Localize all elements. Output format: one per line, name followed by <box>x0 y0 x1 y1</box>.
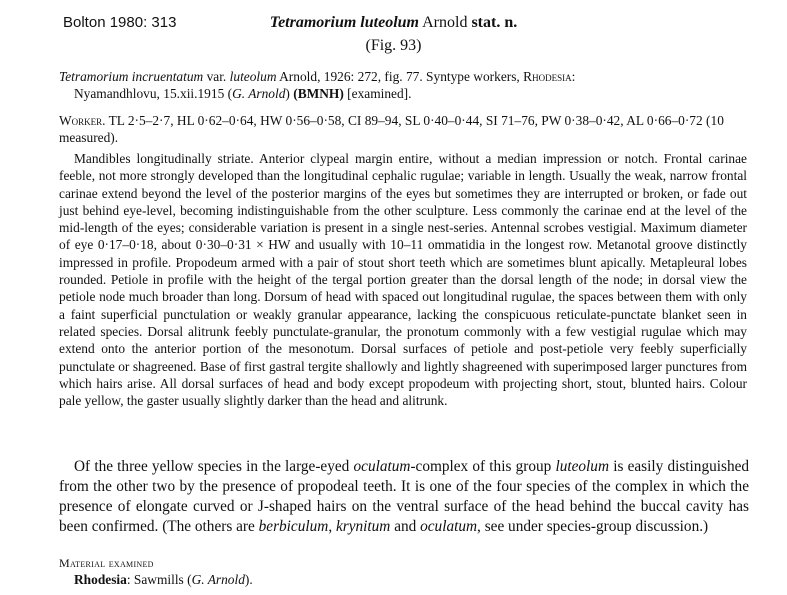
worker-measurements-paragraph <box>59 112 747 146</box>
synonym-collector-close: ) <box>285 86 290 101</box>
synonym-collector: G. Arnold <box>232 86 286 101</box>
synonym-name: Tetramorium incruentatum <box>59 69 204 84</box>
comparison-sep-2: and <box>394 518 417 535</box>
comparison-text-4: , see under species-group discussion.) <box>477 518 709 535</box>
comparison-species-3: oculatum <box>420 518 478 535</box>
synonym-country: Rhodesia <box>523 69 572 84</box>
worker-description-paragraph: Mandibles longitudinally striate. Anterior clypeal margin entire, without a median impression or notch. Frontal carinae feeble, not more strongly developed than the longitudinal cephalic rugulae; variable in length. Usually the weak, narrow frontal carinae extend beyond the level of the posterior margins of the eyes but sometimes they are interrupted or broken, or fade out just behind eye-level, becoming indistinguishable from the other sculpture. Less commonly the carinae end at the level of the mid-length of the eyes; considerable variation is present in a single nest-series. Antennal scrobes vestigial. Maximum diameter of eye 0·17–0·18, about 0·30–0·31 × HW and usually with 10–11 ommatidia in the longest row. Metanotal groove distinctly impressed in profile. Propodeum armed with a pair of stout short teeth which are sometimes blunt apically. Metapleural lobes rounded. Petiole in profile with the height of the tergal portion greater than the dorsal length of the node; in dorsal view the petiole node much broader than long. Dorsum of head with spaced out longitudinal rugulae, the spaces between them with only a faint superficial punctulation or weakly granular appearance, lacking the conspicuous reticulate-punctate blanket seen in related species. Dorsal alitrunk feebly punctulate-granular, the pronotum commonly with a few vestigial rugulae which may extend onto the anterior portion of the mesonotum. Dorsal surfaces of petiole and post-petiole very feebly superficially punctulate or shagreened. Base of first gastral tergite shallowly and lightly shagreened with superimposed larger punctures from which hairs arise. All dorsal surfaces of head and body except propodeum with projecting short, stout, blunted hairs. Colour pale yellow, the gaster usually slightly darker than the head and alitrunk. <box>59 151 747 409</box>
synonym-line-2 <box>59 85 745 102</box>
synonym-citation: Arnold, 1926: 272, fig. 77. Syntype workers, <box>279 69 520 84</box>
material-line <box>74 572 253 588</box>
comparison-species-2: krynitum <box>335 518 391 535</box>
synonym-country-suffix: : <box>571 69 576 84</box>
comparison-complex-name: oculatum <box>353 458 411 475</box>
figure-reference: (Fig. 93) <box>365 37 422 54</box>
comparison-species-1: berbiculum <box>258 518 329 535</box>
species-author: Arnold <box>422 14 468 31</box>
material-country: Rhodesia <box>74 572 127 587</box>
comparison-text-2: -complex of this group <box>410 458 552 475</box>
comparison-text-3: is easily distinguished from the other two by the presence of propodeal teeth. It is one of the four species of the complex in which the presence of elongate curved or J-shaped hairs on the ventral surface of the head behind the buccal cavity has been confirmed. (The others are <box>59 458 750 535</box>
material-close: ). <box>244 572 253 587</box>
comparison-species: luteolum <box>555 458 610 475</box>
material-locality: : Sawmills ( <box>126 572 192 587</box>
comparison-sep-1: , <box>328 518 333 535</box>
synonym-museum: (BMNH) <box>293 86 344 101</box>
synonym-var-name: luteolum <box>229 69 277 84</box>
material-heading: Material examined <box>59 556 154 570</box>
synonymy-paragraph <box>59 68 745 102</box>
source-label: Bolton 1980: 313 <box>63 14 177 31</box>
species-status: stat. n. <box>471 14 518 31</box>
species-name: Tetramorium luteolum <box>269 14 419 31</box>
worker-label: Worker. <box>59 113 106 128</box>
comparison-text-1: Of the three yellow species in the large-eyed <box>74 458 350 475</box>
comparison-paragraph <box>59 457 749 537</box>
synonym-locality: Nyamandhlovu, 15.xii.1915 ( <box>74 86 233 101</box>
species-heading <box>0 14 787 32</box>
worker-measurements: TL 2·5–2·7, HL 0·62–0·64, HW 0·56–0·58, CI 89–94, SL 0·40–0·44, SI 71–76, PW 0·38–0·42, AL 0·66–0·72 (10 measured). <box>59 113 724 145</box>
synonym-examined: [examined]. <box>347 86 412 101</box>
synonym-var-label: var. <box>206 69 227 84</box>
material-collector: G. Arnold <box>191 572 245 587</box>
